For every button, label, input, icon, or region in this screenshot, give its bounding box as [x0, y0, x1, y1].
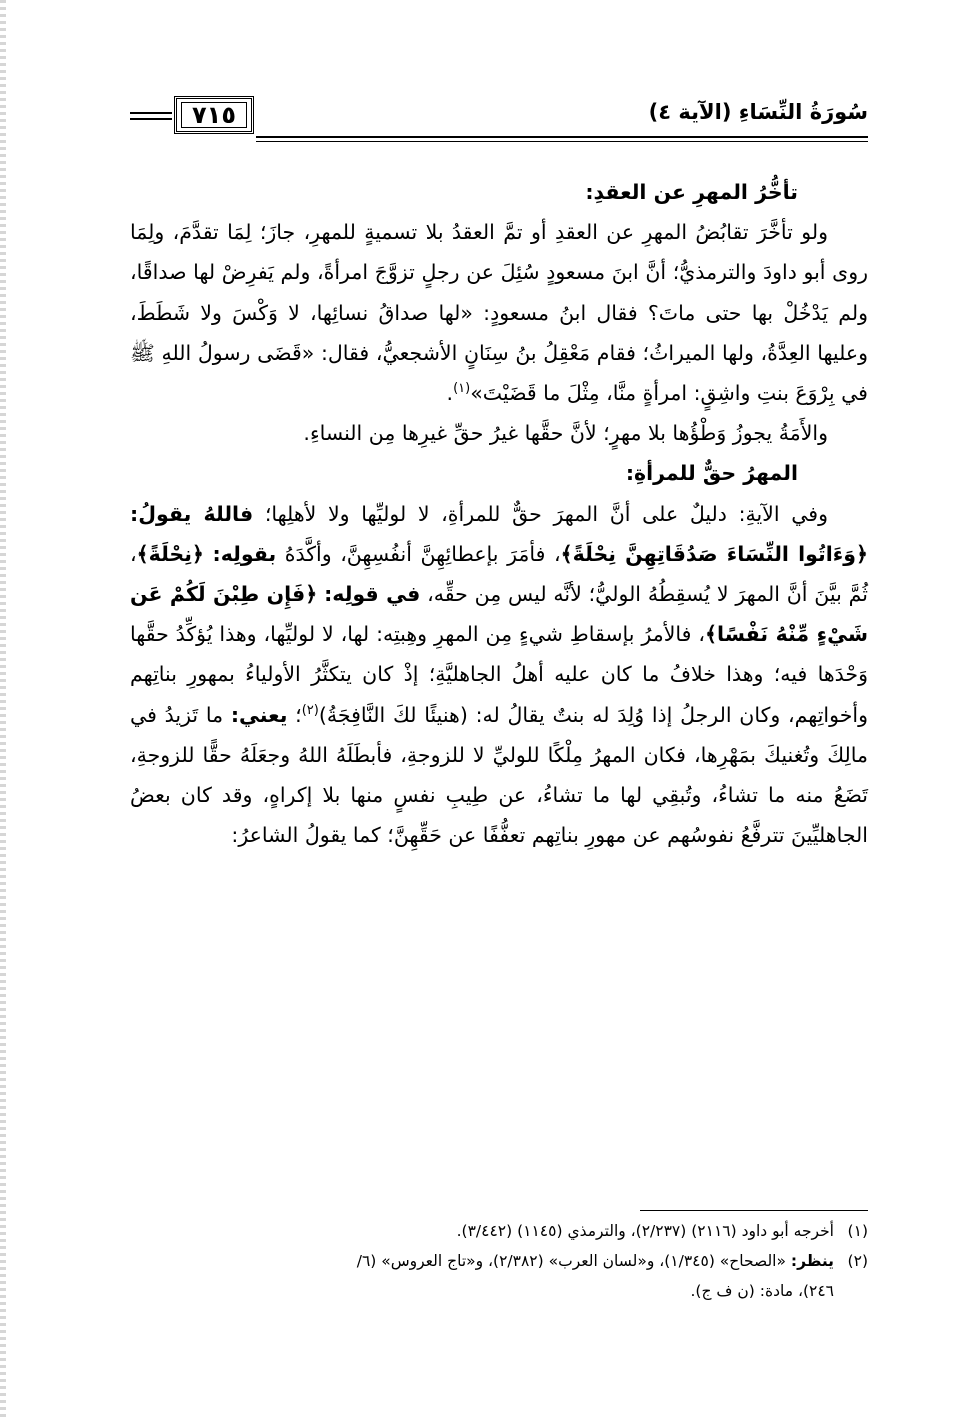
paragraph-slave-woman: والأَمَةُ يجوزُ وَطْؤُها بلا مهرٍ؛ لأنَّ حقَّها غيرُ حقِّ غيرِها مِن النساءِ. — [303, 421, 828, 446]
footnote-label: ينظر: — [790, 1252, 834, 1270]
footnote-2 — [130, 1246, 868, 1276]
footnote-separator — [640, 1210, 868, 1211]
main-text — [130, 172, 868, 855]
bold-phrase: فاللهُ يقولُ: — [130, 501, 254, 526]
paragraph-text: ، ثُمَّ بيَّنَ أنَّ المهرَ لا يُسقِطُهُ الوليُّ؛ لأنَّه ليس مِن حقِّه، — [130, 541, 868, 607]
header-rule-thick — [256, 136, 868, 138]
paragraph-text: ، فأمَرَ بإعطائِهِنَّ أنفُسِهِنَّ، وأكَّدَهُ — [284, 541, 561, 566]
footnote-text: «الصحاح» (١/٣٤٥)، و«لسان العرب» (٢/٣٨٢)، و«تاج العروس» (٦/ — [356, 1252, 786, 1270]
quran-verse: ﴿وَءَاتُوا النِّسَاءَ صَدُقَاتِهِنَّ نِحْلَةً﴾ — [560, 541, 868, 566]
section-heading-dowry-right: المهرُ حقٌّ للمرأةِ: — [625, 461, 798, 486]
bold-phrase: يعني: — [230, 702, 288, 727]
paragraph-delayed-dowry — [130, 212, 868, 413]
footnote-number: (٢) — [847, 1252, 868, 1270]
page-number-box — [174, 96, 254, 134]
quran-verse: ﴿نِحْلَةً﴾ — [136, 541, 204, 566]
section-heading-delayed-dowry: تأخُّرُ المهرِ عن العقدِ: — [585, 180, 798, 204]
page-header — [130, 96, 868, 148]
header-rule-left-bottom — [130, 118, 172, 120]
paragraph-text: ، فالأمرُ بإسقاطِ شيءٍ مِن المهرِ وهِبتِه: لها، لا لوليِّها، وهذا يُؤكِّدُ حقَّها وَحْدَها فيه؛ وهذا خلافُ ما كان عليه أهلُ الجاهليَّةِ؛ إذْ كان يتكثَّرُ الأولياءُ بمهورِ بناتِهم وأخواتِهم، وكان الرجلُ إذا وُلِدَ له بنتٌ يقالُ له: (هنيئًا لكَ النَّافِجَةُ) — [130, 622, 868, 727]
footnote-2-continuation: ٢٤٦)، مادة: (ن ف ج). — [690, 1282, 834, 1300]
footnote-text: أخرجه أبو داود (٢١١٦) (٢/٢٣٧)، والترمذي (١١٤٥) (٣/٤٤٢). — [456, 1222, 834, 1240]
footnotes — [130, 1216, 868, 1306]
paragraph-text: ما تَزيدُ في مالِكَ وتُغنيكَ بمَهْرِها، فكان المهرُ مِلْكًا للوليِّ لا للزوجةِ، فأبطَلَهُ اللهُ وجعَلَهُ حقًّا للزوجةِ، تَضَعُ منه ما تشاءُ، وتُبقِي لها ما تشاءُ، عن طِيبِ نفسٍ منها بلا إكراهٍ، وقد كان بعضُ الجاهليِّينَ تترفَّعُ نفوسُهم عن مهورِ بناتِهم تعفُّفًا عن حَقِّهِنَّ؛ كما يقولُ الشاعرُ: — [130, 702, 868, 848]
paragraph-text: ؛ — [295, 702, 302, 727]
binding-edge — [0, 0, 6, 1417]
footnote-ref-2: (٢) — [301, 702, 319, 718]
paragraph-text: ولو تأخَّرَ تقابُضُ المهرِ عن العقدِ أو تمَّ العقدُ بلا تسميةٍ للمهرِ، جازَ؛ لِمَا تقدَّمَ، ولِمَا روى أبو داودَ والترمذيُّ؛ أنَّ ابنَ مسعودٍ سُئِلَ عن رجلٍ تزوَّجَ امرأةً، ولم يَفرِضْ لها صداقًا، ولم يَدْخُلْ بها حتى ماتَ؟ فقال ابنُ مسعودٍ: «لها صداقُ نسائِها، لا وَكْسَ ولا شَطَطَ، وعليها العِدَّةُ، ولها الميراثُ؛ فقام مَعْقِلُ بنُ سِنَانٍ الأشجعيُّ، فقال: «قَضَى رسولُ اللهِ ﷺ في بِرْوَعَ بنتِ واشِقٍ: امرأةٍ منَّا، مِثْلَ ما قَضَيْتَ» — [130, 220, 868, 406]
bold-phrase: بقولِه: — [212, 541, 277, 566]
running-title: سُورَةُ النِّسَاءِ (الآية ٤) — [648, 100, 868, 124]
footnote-1 — [130, 1216, 868, 1246]
page-number: ٧١٥ — [192, 101, 236, 129]
quran-verse: ﴿فَإِن طِبْنَ لَكُمْ عَن شَيْءٍ مِّنْهُ نَفْسًا﴾ — [130, 582, 868, 647]
paragraph-text: وفي الآيةِ: دليلٌ على أنَّ المهرَ حقٌّ للمرأةِ، لا لوليِّها ولا لأهلِها؛ — [264, 501, 828, 526]
paragraph-end: . — [446, 381, 454, 406]
header-rule-thin — [256, 141, 868, 142]
paragraph-dowry-right — [130, 494, 868, 856]
header-rule-left-top — [130, 112, 172, 114]
footnote-ref-1: (١) — [453, 381, 471, 397]
bold-phrase: في قولِه: — [324, 582, 421, 607]
footnote-number: (١) — [847, 1222, 868, 1240]
